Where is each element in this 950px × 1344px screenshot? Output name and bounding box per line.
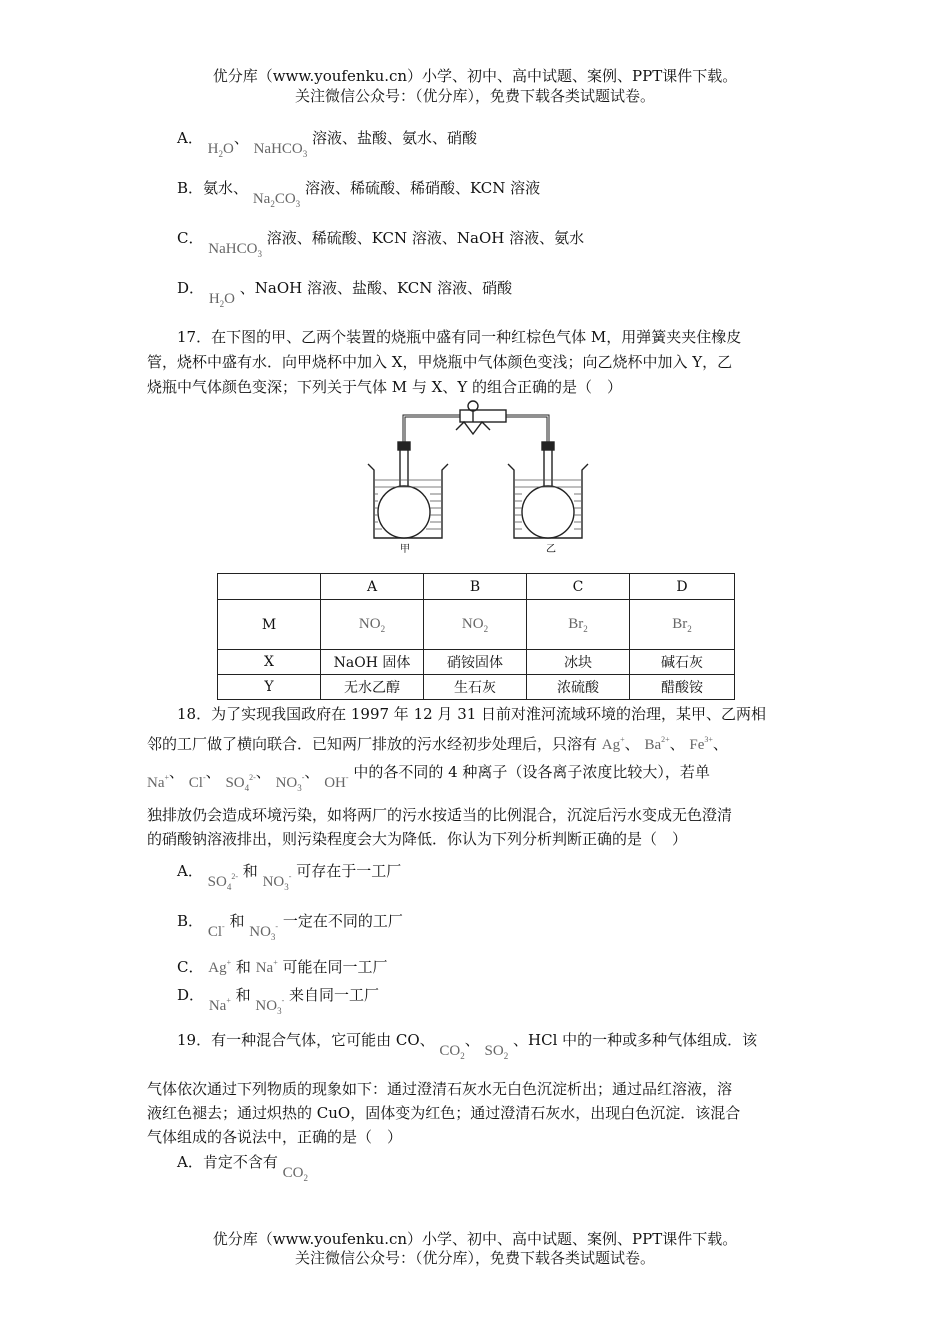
q18-option-d — [177, 981, 380, 1016]
footer-line-2: 关注微信公众号：（优分库），免费下载各类试题试卷。 — [294, 1249, 655, 1267]
q19-line-3: 液红色褪去；通过炽热的 CuO，固体变为红色；通过澄清石灰水，出现白色沉淀．该混合 — [147, 1104, 741, 1122]
option-label: C． — [177, 229, 204, 247]
header-line-1: 优分库（www.youfenku.cn）小学、初中、高中试题、案例、PPT课件下载。 — [212, 67, 738, 85]
q19-line-1: 19．有一种混合气体，它可能由 CO、 $CO_2$、 $SO_2$ 、HCl 中的一种或多种气体组成．该 — [177, 1031, 758, 1061]
table-cell: M — [218, 600, 321, 650]
table-cell: Y — [218, 675, 321, 700]
header-line-2: 关注微信公众号：（优分库），免费下载各类试题试卷。 — [294, 87, 655, 105]
q18-option-c — [177, 953, 388, 978]
table-cell: $NO_2$ — [321, 600, 424, 650]
q18-line-2-text: 邻的工厂做了横向联合．已知两厂排放的污水经初步处理后，只溶有 — [147, 735, 598, 753]
option-label: A．肯定不含有 — [177, 1153, 278, 1171]
ion-na: Na+ — [147, 773, 170, 791]
q18-line-4: 独排放仍会造成环境污染，如将两厂的污水按适当的比例混合，沉淀后污水变成无色澄清 — [147, 806, 733, 824]
ion-no3: $NO_3^-$ — [249, 922, 279, 942]
table-row — [218, 600, 735, 650]
ion-no3: $NO_3^-$ — [262, 872, 292, 892]
option-label: A． — [177, 129, 203, 147]
ion-ag: Ag+ — [601, 735, 625, 753]
table-cell: D — [630, 574, 735, 600]
option-text: 溶液、稀硫酸、KCN 溶液、NaOH 溶液、氨水 — [266, 229, 585, 247]
table-row — [218, 574, 735, 600]
formula-h2o: $H_2O$ — [208, 291, 235, 309]
q18-option-b — [177, 907, 403, 942]
table-cell: $Br_2$ — [527, 600, 630, 650]
label-yi: 乙 — [546, 544, 556, 555]
q19-option-a — [177, 1152, 308, 1183]
formula-h2o: $H_2O$ — [207, 141, 234, 159]
ion-so4: $SO_4^{2-}$ — [225, 773, 256, 793]
q16-option-b — [177, 178, 541, 209]
ion-fe: $Fe^{3+}$ — [689, 735, 713, 753]
table-cell: B — [424, 574, 527, 600]
q18-line-2: 邻的工厂做了横向联合．已知两厂排放的污水经初步处理后，只溶有 Ag+、 $Ba^{2+}$、 $Fe^{3+}$、 — [147, 735, 728, 753]
q18-line-3: Na+、 Cl-、 $SO_4^{2-}$、 $NO_3^-$、 OH- 中的各不同的 4 种离子（设各离子浓度比较大），若单 — [147, 763, 710, 793]
table-cell: 冰块 — [527, 650, 630, 675]
ion-cl: Cl- — [188, 773, 206, 791]
option-text: 来自同一工厂 — [289, 986, 380, 1004]
q19-line-4: 气体组成的各说法中，正确的是（ ） — [147, 1128, 403, 1146]
table-cell: 硝铵固体 — [424, 650, 527, 675]
formula-co2: $CO_2$ — [439, 1043, 465, 1061]
q17-options-table — [217, 573, 735, 700]
option-and: 和 — [229, 912, 245, 930]
option-and: 和 — [242, 862, 258, 880]
table-cell: $Br_2$ — [630, 600, 735, 650]
q19-line-2: 气体依次通过下列物质的现象如下：通过澄清石灰水无白色沉淀析出；通过品红溶液，溶 — [147, 1080, 733, 1098]
option-text: 、NaOH 溶液、盐酸、KCN 溶液、硝酸 — [239, 279, 513, 297]
table-cell: $NO_2$ — [424, 600, 527, 650]
table-cell: 生石灰 — [424, 675, 527, 700]
formula-na2co3: $Na_2CO_3$ — [252, 191, 301, 209]
ion-na: Na+ — [208, 996, 231, 1014]
table-cell: NaOH 固体 — [321, 650, 424, 675]
table-cell: C — [527, 574, 630, 600]
option-label: A． — [177, 862, 203, 880]
q17-line-1: 17．在下图的甲、乙两个装置的烧瓶中盛有同一种红棕色气体 M，用弹簧夹夹住橡皮 — [177, 328, 742, 346]
formula-nahco3: NaHCO$_3$ — [253, 141, 308, 159]
q18-line-3-text: 中的各不同的 4 种离子（设各离子浓度比较大），若单 — [353, 763, 710, 781]
q17-line-3: 烧瓶中气体颜色变深；下列关于气体 M 与 X、Y 的组合正确的是（ ） — [147, 378, 623, 396]
option-label: C． — [177, 958, 204, 976]
table-row — [218, 650, 735, 675]
table-cell: 无水乙醇 — [321, 675, 424, 700]
table-cell: X — [218, 650, 321, 675]
q18-option-a — [177, 857, 402, 892]
q16-option-a: A． $H_2O$、 NaHCO$_3$ 溶液、盐酸、氨水、硝酸 — [177, 129, 478, 159]
formula-nahco3: NaHCO$_3$ — [208, 241, 262, 259]
q17-line-2: 管，烧杯中盛有水．向甲烧杯中加入 X，甲烧瓶中气体颜色变浅；向乙烧杯中加入 Y，乙 — [147, 353, 733, 371]
option-text: 溶液、稀硫酸、稀硝酸、KCN 溶液 — [304, 179, 541, 197]
option-label: B． — [177, 912, 204, 930]
formula-so2: $SO_2$ — [484, 1043, 509, 1061]
q16-option-d — [177, 278, 513, 309]
ion-so4: $SO_4^{2-}$ — [207, 872, 238, 892]
ion-oh: OH- — [324, 773, 349, 791]
table-cell: A — [321, 574, 424, 600]
table-cell: 浓硫酸 — [527, 675, 630, 700]
q19-line-1-tail: 、HCl 中的一种或多种气体组成．该 — [513, 1031, 758, 1049]
q19-line-1-text: 19．有一种混合气体，它可能由 CO、 — [177, 1031, 435, 1049]
option-text: 一定在不同的工厂 — [282, 912, 403, 930]
ion-na: Na+ — [255, 958, 278, 976]
ion-ag: Ag+ — [208, 958, 232, 976]
ion-cl: Cl- — [207, 922, 225, 940]
table-cell: 醋酸铵 — [630, 675, 735, 700]
ion-no3: $NO_3^-$ — [255, 996, 285, 1016]
ion-ba: $Ba^{2+}$ — [644, 735, 670, 753]
apparatus-figure — [360, 400, 600, 560]
option-and: 和 — [235, 986, 251, 1004]
option-label: B．氨水、 — [177, 179, 249, 197]
label-jia: 甲 — [400, 544, 410, 555]
table-cell: 碱石灰 — [630, 650, 735, 675]
option-text: 溶液、盐酸、氨水、硝酸 — [312, 129, 478, 147]
formula-co2: $CO_2$ — [282, 1165, 308, 1183]
q18-line-5: 的硝酸钠溶液排出，则污染程度会大为降低．你认为下列分析判断正确的是（ ） — [147, 830, 688, 848]
option-text: 可存在于一工厂 — [296, 862, 402, 880]
table-row — [218, 675, 735, 700]
table-cell — [218, 574, 321, 600]
footer-line-1: 优分库（www.youfenku.cn）小学、初中、高中试题、案例、PPT课件下载。 — [212, 1230, 738, 1248]
option-label: D． — [177, 986, 205, 1004]
q18-line-1: 18．为了实现我国政府在 1997 年 12 月 31 日前对淮河流域环境的治理，某甲、乙两相 — [177, 705, 767, 723]
ion-no3: $NO_3^-$ — [275, 773, 305, 793]
option-and: 和 — [235, 958, 251, 976]
q16-option-c — [177, 228, 585, 259]
option-label: D． — [177, 279, 205, 297]
option-text: 可能在同一工厂 — [282, 958, 388, 976]
